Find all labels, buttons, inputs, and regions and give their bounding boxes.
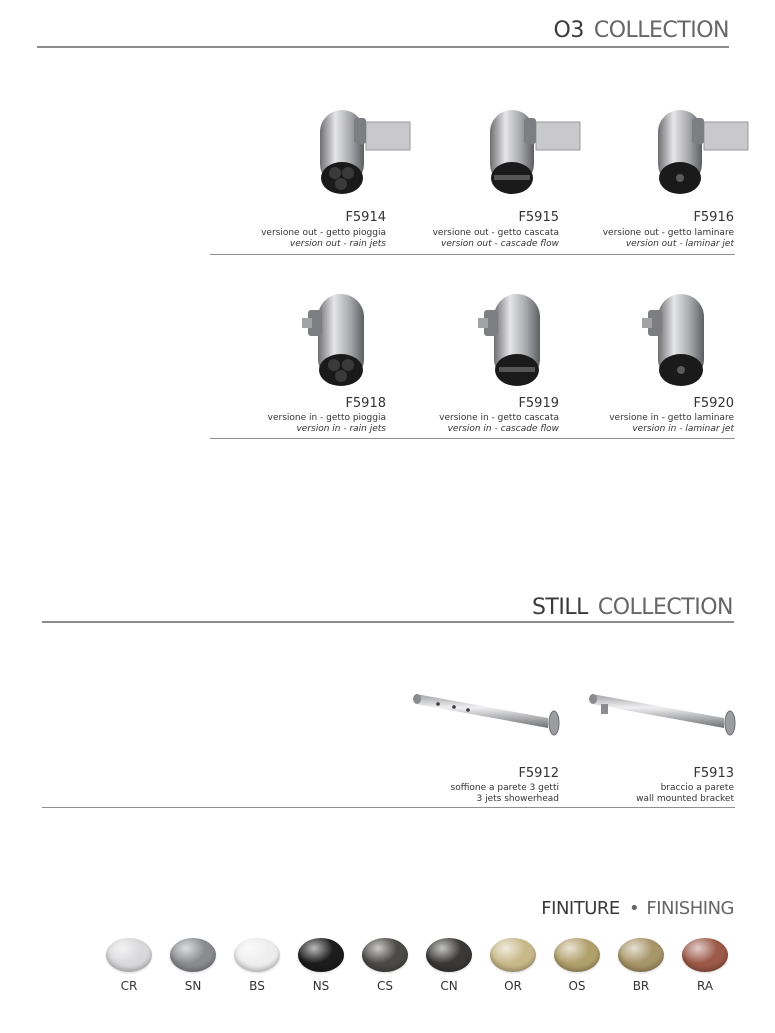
- finish-swatch-or: [490, 938, 536, 972]
- finish-swatch-bs: [234, 938, 280, 972]
- description-it: versione out - getto laminare: [602, 228, 734, 238]
- finish-swatch-os: [554, 938, 600, 972]
- product-image-f5916: [638, 98, 758, 208]
- finish-swatch-cs: [362, 938, 408, 972]
- in-laminar-head-icon: [640, 290, 740, 390]
- wall-bracket-icon: [584, 678, 740, 744]
- finish-label: CS: [377, 979, 393, 993]
- description-it: braccio a parete: [660, 783, 734, 793]
- description-it: versione out - getto pioggia: [261, 228, 386, 238]
- product-description: [636, 783, 734, 805]
- product-description: [439, 413, 559, 435]
- finish-label: SN: [184, 979, 202, 993]
- finish-label: BR: [632, 979, 650, 993]
- product-image-f5919: [476, 290, 576, 390]
- still-collection-name: STILL: [531, 595, 588, 620]
- description-en: 3 jets showerhead: [476, 794, 559, 804]
- out-laminar-head-icon: [638, 98, 758, 208]
- description-en: version out - laminar jet: [625, 239, 734, 249]
- description-it: versione in - getto pioggia: [267, 413, 386, 423]
- finishes-name: FINITURE: [541, 898, 620, 919]
- product-image-f5915: [470, 98, 590, 208]
- finish-label: OR: [504, 979, 522, 993]
- product-code: F5920: [693, 396, 734, 411]
- o3-collection-name: O3: [553, 18, 584, 43]
- finish-label: BS: [249, 979, 265, 993]
- finishes-separator: •: [629, 898, 640, 919]
- still-heading-rule: [42, 621, 734, 623]
- description-en: version in - laminar jet: [632, 424, 734, 434]
- o3-heading-rule: [37, 46, 729, 48]
- finish-label: CN: [440, 979, 458, 993]
- finish-label: RA: [696, 979, 714, 993]
- finish-label: CR: [120, 979, 138, 993]
- out-rain-jets-head-icon: [300, 98, 420, 208]
- still-collection-word: COLLECTION: [597, 595, 733, 620]
- wall-showerhead-icon: [408, 678, 564, 744]
- product-image-f5912: [408, 678, 564, 744]
- product-code: F5916: [693, 210, 734, 225]
- description-it: versione out - getto cascata: [432, 228, 559, 238]
- finish-swatch-sn: [170, 938, 216, 972]
- in-cascade-head-icon: [476, 290, 576, 390]
- product-code: F5919: [518, 396, 559, 411]
- product-image-f5913: [584, 678, 740, 744]
- o3-collection-word: COLLECTION: [593, 18, 729, 43]
- product-code: F5915: [518, 210, 559, 225]
- out-cascade-head-icon: [470, 98, 590, 208]
- product-description: [609, 413, 734, 435]
- product-description: [433, 228, 559, 250]
- product-image-f5918: [300, 290, 400, 390]
- o3-row1-rule: [210, 254, 735, 255]
- product-code: F5912: [518, 766, 559, 781]
- description-en: version in - cascade flow: [447, 424, 559, 434]
- finish-swatch-ns: [298, 938, 344, 972]
- description-it: versione in - getto laminare: [609, 413, 734, 423]
- finish-label: OS: [568, 979, 586, 993]
- description-it: soffione a parete 3 getti: [450, 783, 559, 793]
- finish-swatch-br: [618, 938, 664, 972]
- finishes-heading: [541, 898, 734, 919]
- description-en: version out - rain jets: [289, 239, 386, 249]
- description-en: version in - rain jets: [296, 424, 386, 434]
- still-products-rule: [42, 807, 735, 808]
- product-code: F5918: [345, 396, 386, 411]
- in-rain-jets-head-icon: [300, 290, 400, 390]
- finish-swatch-ra: [682, 938, 728, 972]
- product-code: F5913: [693, 766, 734, 781]
- o3-collection-heading: [554, 18, 729, 43]
- o3-row2-rule: [210, 438, 735, 439]
- product-image-f5914: [300, 98, 420, 208]
- product-description: [451, 783, 559, 805]
- product-image-f5920: [640, 290, 740, 390]
- product-code: F5914: [345, 210, 386, 225]
- finishes-word: FINISHING: [646, 898, 734, 919]
- product-description: [261, 228, 386, 250]
- description-en: wall mounted bracket: [636, 794, 734, 804]
- finish-swatch-cn: [426, 938, 472, 972]
- description-it: versione in - getto cascata: [439, 413, 559, 423]
- finish-label: NS: [312, 979, 330, 993]
- product-description: [268, 413, 386, 435]
- product-description: [603, 228, 734, 250]
- description-en: version out - cascade flow: [441, 239, 559, 249]
- finish-swatch-cr: [106, 938, 152, 972]
- still-collection-heading: [532, 595, 733, 620]
